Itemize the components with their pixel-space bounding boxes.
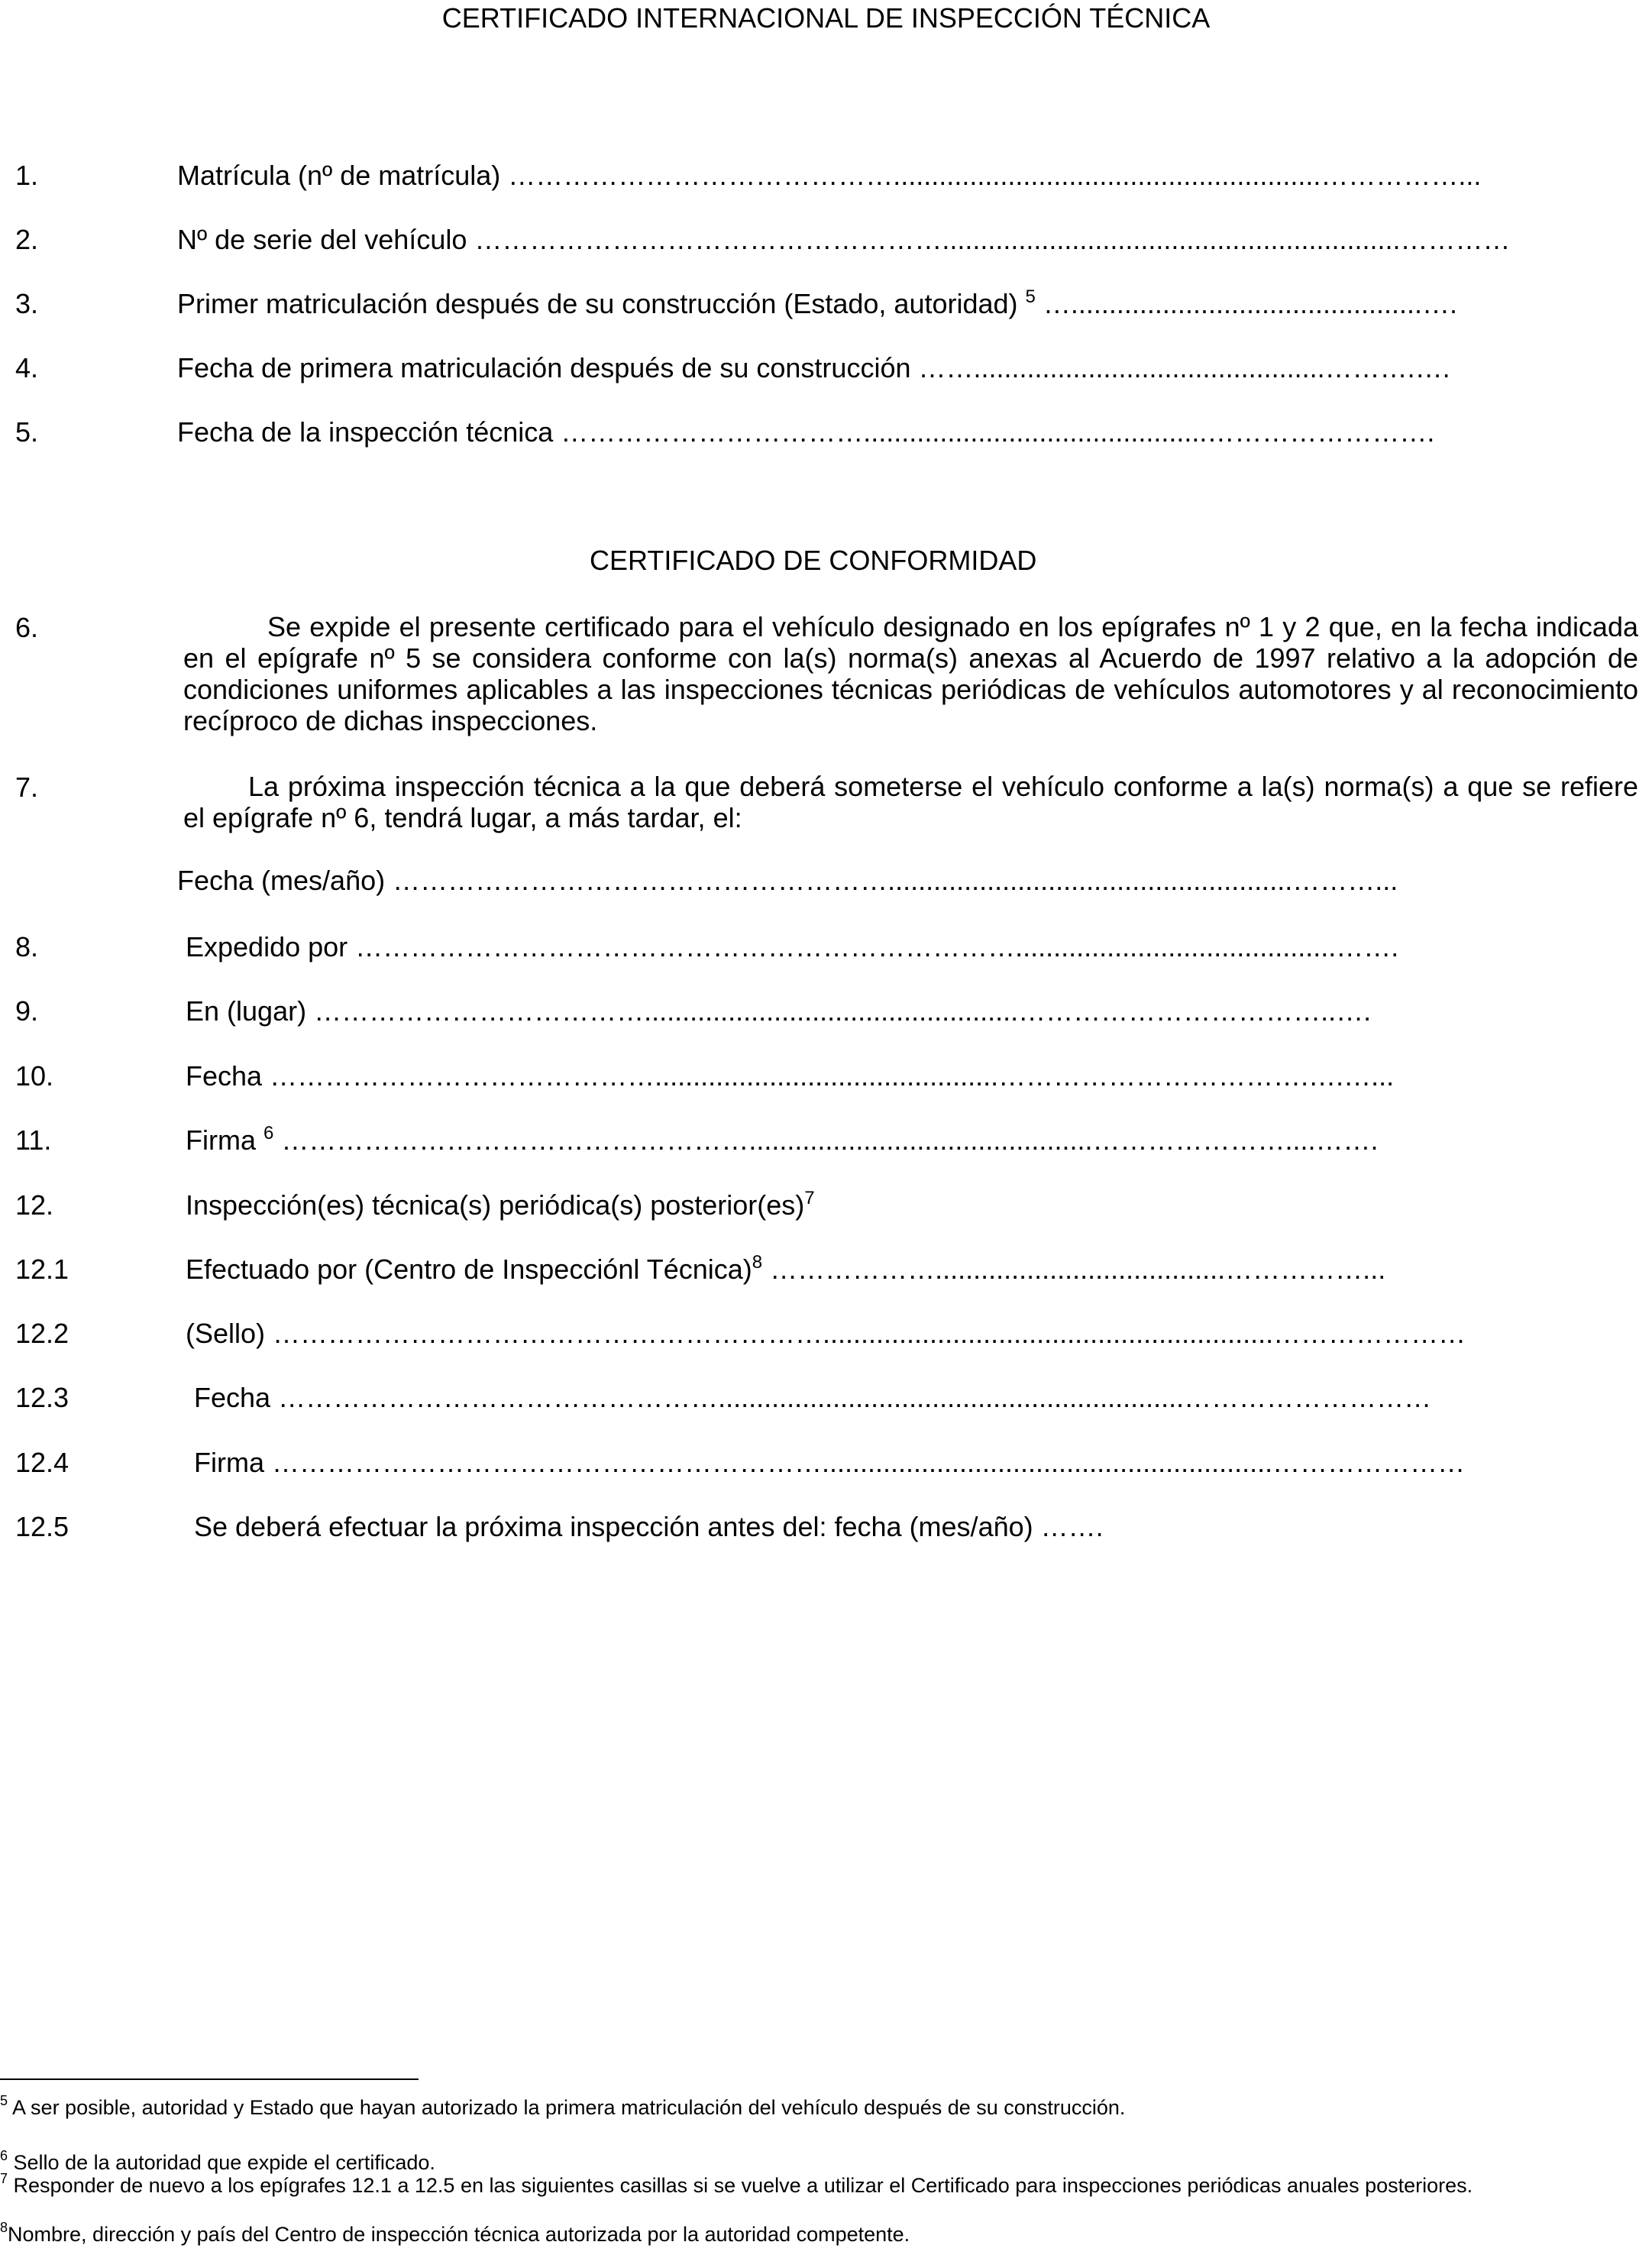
footnote-ref-8: 8 bbox=[752, 1252, 763, 1273]
item-9-line bbox=[186, 995, 1371, 1028]
item-7-text: La próxima inspección técnica a la que deberá someterse el vehículo conforme a la(s) norma(s) a que se refiere el epígrafe nº 6, tendrá lugar, a más tardar, el: bbox=[183, 771, 1638, 833]
item-3-line bbox=[177, 287, 1457, 321]
item-10-dots: …………………………………….............................................…………………………….….…... bbox=[270, 1060, 1395, 1092]
footnote-7 bbox=[0, 2171, 1652, 2197]
footnote-7-number: 7 bbox=[0, 2171, 8, 2186]
item-6-paragraph bbox=[183, 611, 1638, 736]
item-10-line bbox=[186, 1059, 1394, 1093]
item-4-number: 4. bbox=[15, 352, 39, 383]
item-10-number: 10. bbox=[15, 1060, 54, 1092]
item-1-dots: ……………………………………........................................................……………... bbox=[508, 160, 1482, 191]
footnote-7-text: Responder de nuevo a los epígrafes 12.1 a 12.5 en las siguientes casillas si se vuelve a utilizar el Certificado para inspecciones periódicas anuales posteriores. bbox=[13, 2174, 1473, 2197]
item-1-label: Matrícula (nº de matrícula) bbox=[177, 160, 509, 191]
item-3-dots: …..............................................…. bbox=[1035, 288, 1457, 319]
item-12-1-number: 12.1 bbox=[15, 1254, 70, 1285]
fecha-label: Fecha (mes/año) bbox=[177, 865, 393, 896]
item-12-3-dots: ………………………………………….............................................................……………………… bbox=[278, 1382, 1432, 1413]
item-8-line bbox=[186, 930, 1398, 964]
item-12-1-label: Efectuado por (Centro de Inspecciónl Técnica) bbox=[186, 1254, 752, 1285]
item-12-4-label: Firma bbox=[194, 1447, 272, 1478]
item-12-number: 12. bbox=[15, 1189, 54, 1221]
item-12-2-number: 12.2 bbox=[15, 1318, 70, 1349]
item-5-line bbox=[177, 416, 1434, 449]
item-11-dots: …………………………………………….............................................…………………....……. bbox=[273, 1124, 1379, 1156]
item-9-label: En (lugar) bbox=[186, 995, 315, 1027]
footnote-ref-6: 6 bbox=[263, 1123, 274, 1144]
footnote-5-text: A ser posible, autoridad y Estado que hayan autorizado la primera matriculación del vehículo después de su construcción. bbox=[12, 2096, 1126, 2119]
item-12-5-number: 12.5 bbox=[15, 1511, 70, 1542]
section-title: CERTIFICADO DE CONFORMIDAD bbox=[590, 545, 1037, 576]
footnote-8 bbox=[0, 2220, 910, 2246]
item-12-4-line bbox=[194, 1446, 1465, 1480]
item-12-5-line bbox=[194, 1510, 1104, 1544]
item-3-label: Primer matriculación después de su construcción (Estado, autoridad) bbox=[177, 288, 1026, 319]
item-11-label: Firma bbox=[186, 1124, 263, 1156]
item-8-label: Expedido por bbox=[186, 931, 356, 962]
item-5-number: 5. bbox=[15, 416, 39, 448]
item-5-label: Fecha de la inspección técnica bbox=[177, 416, 561, 448]
item-12-5-dots: ……. bbox=[1040, 1511, 1104, 1542]
item-9-dots: ……………………………….................................................……………………………..…. bbox=[314, 995, 1372, 1027]
item-12-4-number: 12.4 bbox=[15, 1447, 70, 1478]
item-4-label: Fecha de primera matriculación después de su construcción bbox=[177, 352, 919, 383]
item-12-4-dots: ……………………………………………………...........................................................………………… bbox=[272, 1447, 1466, 1478]
item-12-2-dots: ……………………………………………………...........................................................………………… bbox=[273, 1318, 1466, 1349]
footnote-8-number: 8 bbox=[0, 2220, 8, 2235]
item-12-5-label: Se deberá efectuar la próxima inspección antes del: fecha (mes/año) bbox=[194, 1511, 1041, 1542]
item-12-1-dots: ………………......................................……………... bbox=[762, 1254, 1386, 1285]
item-8-dots: ………………………………………………………………..........................................……. bbox=[355, 931, 1399, 962]
fecha-dots: ……………………………………………….....................................................………... bbox=[393, 865, 1398, 896]
item-11-line bbox=[186, 1124, 1378, 1157]
item-6-number: 6. bbox=[15, 612, 39, 643]
footnote-separator bbox=[0, 2078, 419, 2080]
item-12-2-line bbox=[186, 1317, 1466, 1351]
item-4-line bbox=[177, 351, 1450, 385]
footnote-5 bbox=[0, 2093, 1126, 2119]
item-2-line bbox=[177, 223, 1510, 257]
item-7-paragraph bbox=[183, 771, 1638, 833]
footnote-6-number: 6 bbox=[0, 2148, 8, 2163]
item-1-line bbox=[177, 159, 1481, 192]
footnote-ref-7: 7 bbox=[804, 1188, 815, 1208]
item-12-2-label: (Sello) bbox=[186, 1318, 273, 1349]
item-2-dots: ……………………………………………............................................................………… bbox=[474, 224, 1511, 255]
item-12-3-number: 12.3 bbox=[15, 1382, 70, 1413]
footnote-8-text: Nombre, dirección y país del Centro de inspección técnica autorizada por la autoridad competente. bbox=[8, 2223, 910, 2246]
item-5-dots: …………………………….............................................……………………. bbox=[561, 416, 1435, 448]
item-10-label: Fecha bbox=[186, 1060, 270, 1092]
footnote-5-number: 5 bbox=[0, 2093, 8, 2108]
item-8-number: 8. bbox=[15, 931, 39, 962]
footnote-ref-5: 5 bbox=[1025, 286, 1036, 307]
fecha-line bbox=[177, 864, 1398, 898]
footnote-6 bbox=[0, 2148, 435, 2174]
item-11-number: 11. bbox=[15, 1124, 52, 1156]
item-2-number: 2. bbox=[15, 224, 39, 255]
item-7-number: 7. bbox=[15, 772, 39, 803]
document-title: CERTIFICADO INTERNACIONAL DE INSPECCIÓN TÉCNICA bbox=[441, 2, 1211, 34]
item-12-3-label: Fecha bbox=[194, 1382, 279, 1413]
item-9-number: 9. bbox=[15, 995, 39, 1027]
item-3-number: 3. bbox=[15, 288, 39, 319]
footnote-6-text: Sello de la autoridad que expide el certificado. bbox=[13, 2151, 435, 2174]
item-12-1-line bbox=[186, 1253, 1385, 1286]
item-2-label: Nº de serie del vehículo bbox=[177, 224, 475, 255]
item-12-label: Inspección(es) técnica(s) periódica(s) posterior(es) bbox=[186, 1189, 805, 1221]
item-6-text: Se expide el presente certificado para el vehículo designado en los epígrafes nº 1 y 2 que, en la fecha indicada en el epígrafe nº 5 se considera conforme con la(s) norma(s) anexas al Acuerdo de 1997 relativo a la adopción de condiciones uniformes aplicables a las inspecciones técnicas periódicas de vehículos automotores y al reconocimiento recíproco de dichas inspecciones. bbox=[183, 611, 1638, 736]
item-4-dots: ……..............................................……….…. bbox=[918, 352, 1450, 383]
item-12-line bbox=[186, 1189, 815, 1222]
item-1-number: 1. bbox=[15, 160, 39, 191]
item-12-3-line bbox=[194, 1381, 1431, 1415]
